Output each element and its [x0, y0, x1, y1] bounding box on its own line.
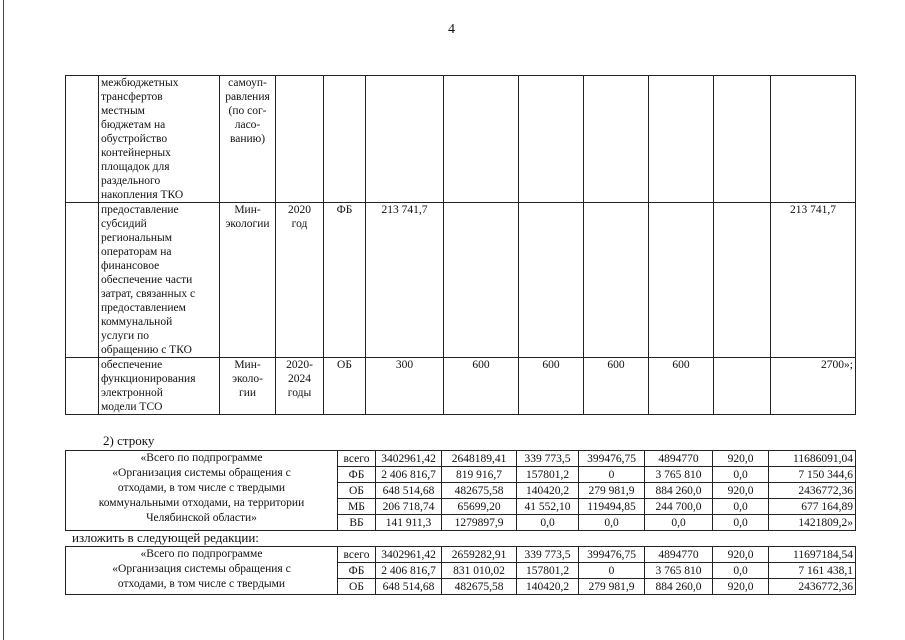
table-row — [66, 358, 856, 415]
value-cell: 1279897,9 — [442, 515, 517, 531]
value-cell: 279 981,9 — [579, 579, 645, 595]
funding-source: ОБ — [338, 483, 376, 499]
funding-source: ОБ — [338, 579, 376, 595]
value-cell: 648 514,68 — [376, 483, 442, 499]
value-cell: 482675,58 — [442, 579, 517, 595]
value-cell: 0,0 — [713, 515, 769, 531]
funding-source: ФБ — [338, 467, 376, 483]
value-cell: 0,0 — [713, 563, 769, 579]
value-cell: 2648189,41 — [442, 451, 517, 467]
value-cell: 920,0 — [713, 547, 769, 563]
value-cell: 2659282,91 — [442, 547, 517, 563]
value-cell: 140420,2 — [517, 483, 579, 499]
value-cell: 600 — [444, 358, 519, 415]
program-table-old — [65, 450, 856, 531]
program-table-new — [65, 546, 856, 595]
value-cell: 41 552,10 — [517, 499, 579, 515]
value-cell: 920,0 — [713, 579, 769, 595]
value-cell: 213 741,7 — [366, 203, 444, 358]
value-cell: 3 765 810 — [645, 467, 713, 483]
note-edition: изложить в следующей редакции: — [72, 530, 259, 545]
measure-name: межбюджетных трансфертов местным бюджетам на обустройство контейнерных площадок для раздельного накопления ТКО — [99, 76, 220, 203]
value-cell: 157801,2 — [517, 563, 579, 579]
value-cell: 2436772,36 — [769, 579, 856, 595]
value-cell: 0,0 — [713, 499, 769, 515]
table-row — [66, 203, 856, 358]
value-cell: 399476,75 — [579, 547, 645, 563]
table-row — [66, 451, 856, 467]
funding-source: МБ — [338, 499, 376, 515]
value-cell: 65699,20 — [442, 499, 517, 515]
value-cell: 213 741,7 — [771, 203, 856, 358]
value-cell: 3402961,42 — [376, 451, 442, 467]
value-cell: 2 406 816,7 — [376, 467, 442, 483]
value-cell: 600 — [649, 358, 714, 415]
value-cell: 3 765 810 — [645, 563, 713, 579]
subprogram-description: «Всего по подпрограмме «Организация системы обращения с отходами, в том числе с твердыми — [66, 547, 338, 595]
value-cell: 339 773,5 — [517, 451, 579, 467]
value-cell: 11697184,54 — [769, 547, 856, 563]
funding-source: всего — [338, 547, 376, 563]
page-edge-line — [3, 0, 4, 640]
value-cell: 206 718,74 — [376, 499, 442, 515]
value-cell: 1421809,2» — [769, 515, 856, 531]
value-cell: 884 260,0 — [645, 483, 713, 499]
value-cell: 141 911,3 — [376, 515, 442, 531]
value-cell: 0,0 — [645, 515, 713, 531]
value-cell: 0 — [579, 563, 645, 579]
funding-source: ФБ — [338, 563, 376, 579]
period: 2020 год — [276, 203, 324, 358]
value-cell: 648 514,68 — [376, 579, 442, 595]
value-cell: 600 — [519, 358, 584, 415]
value-cell: 0 — [579, 467, 645, 483]
value-cell: 2436772,36 — [769, 483, 856, 499]
value-cell: 600 — [584, 358, 649, 415]
value-cell: 157801,2 — [517, 467, 579, 483]
value-cell: 2700»; — [771, 358, 856, 415]
value-cell: 399476,75 — [579, 451, 645, 467]
value-cell: 279 981,9 — [579, 483, 645, 499]
value-cell: 920,0 — [713, 451, 769, 467]
executor: самоуп- равления (по сог- ласо- ванию) — [220, 76, 276, 203]
period: 2020- 2024 годы — [276, 358, 324, 415]
measure-name: предоставление субсидий региональным операторам на финансовое обеспечение части затрат, связанных с предоставлением коммунальной услуги по обращению с ТКО — [99, 203, 220, 358]
value-cell: 7 150 344,6 — [769, 467, 856, 483]
subprogram-description: «Всего по подпрограмме «Организация системы обращения с отходами, в том числе с твердыми коммунальными отходами, на территории Челябинской области» — [66, 451, 338, 531]
value-cell: 819 916,7 — [442, 467, 517, 483]
value-cell: 244 700,0 — [645, 499, 713, 515]
value-cell: 339 773,5 — [517, 547, 579, 563]
program-table-top — [65, 75, 856, 415]
funding-source: ВБ — [338, 515, 376, 531]
value-cell: 119494,85 — [579, 499, 645, 515]
value-cell: 920,0 — [713, 483, 769, 499]
value-cell: 300 — [366, 358, 444, 415]
value-cell: 0,0 — [579, 515, 645, 531]
value-cell: 4894770 — [645, 547, 713, 563]
value-cell: 884 260,0 — [645, 579, 713, 595]
executor: Мин- экологии — [220, 203, 276, 358]
executor: Мин- эколо- гии — [220, 358, 276, 415]
value-cell: 11686091,04 — [769, 451, 856, 467]
table-row — [66, 547, 856, 563]
value-cell: 7 161 438,1 — [769, 563, 856, 579]
measure-name: обеспечение функционирования электронной модели ТСО — [99, 358, 220, 415]
value-cell: 831 010,02 — [442, 563, 517, 579]
value-cell: 0,0 — [713, 467, 769, 483]
value-cell: 3402961,42 — [376, 547, 442, 563]
value-cell: 0,0 — [517, 515, 579, 531]
funding-source: всего — [338, 451, 376, 467]
funding-source: ФБ — [324, 203, 366, 358]
page-number: 4 — [448, 22, 455, 37]
value-cell: 140420,2 — [517, 579, 579, 595]
value-cell: 2 406 816,7 — [376, 563, 442, 579]
value-cell: 677 164,89 — [769, 499, 856, 515]
funding-source: ОБ — [324, 358, 366, 415]
value-cell: 482675,58 — [442, 483, 517, 499]
table-row — [66, 76, 856, 203]
value-cell: 4894770 — [645, 451, 713, 467]
note-string: 2) строку — [103, 433, 155, 448]
